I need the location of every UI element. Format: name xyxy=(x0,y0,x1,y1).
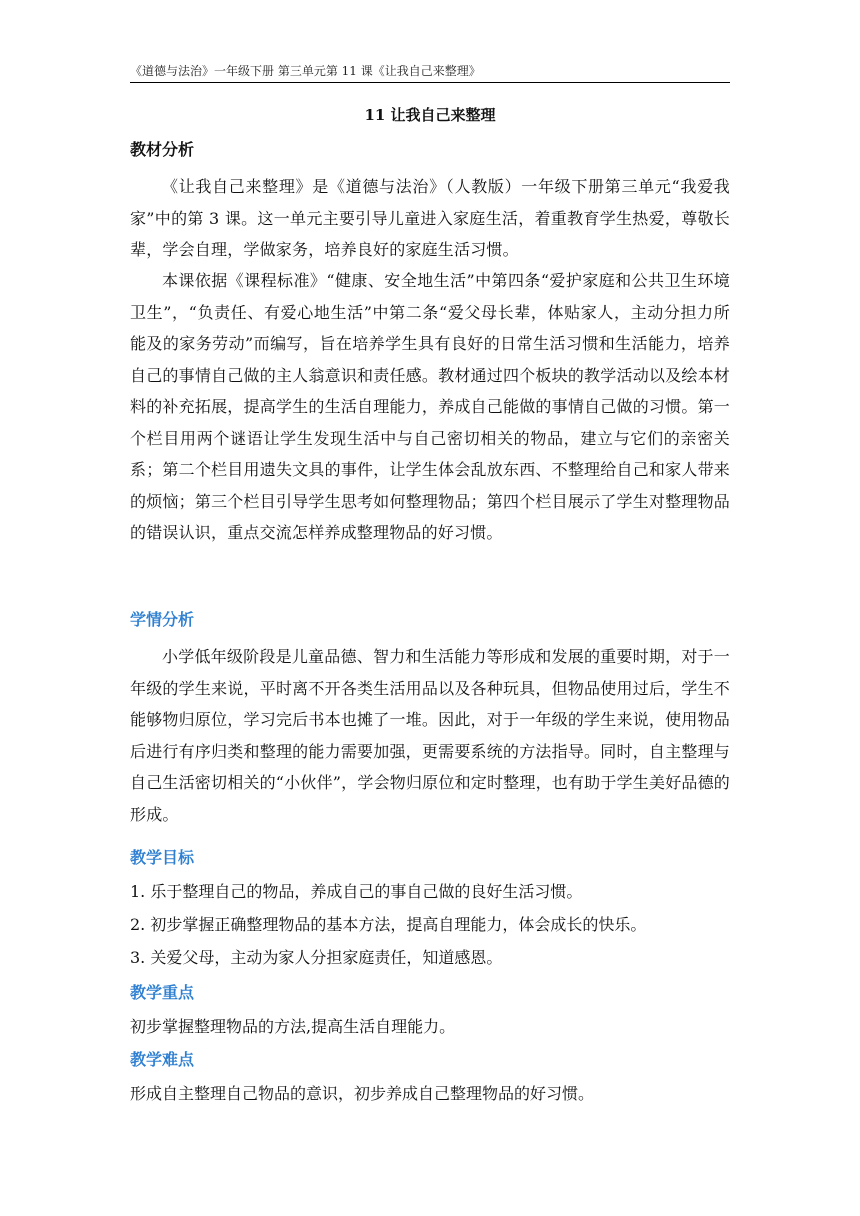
paragraph-analysis-2: 本课依据《课程标准》“健康、安全地生活”中第四条“爱护家庭和公共卫生环境卫生”，“负责任、有爱心地生活”中第二条“爱父母长辈，体贴家人，主动分担力所能及的家务劳动”而编写，旨在培养学生具有良好的日常生活习惯和生活能力，培养自己的事情自己做的主人翁意识和责任感。教材通过四个板块的教学活动以及绘本材料的补充拓展，提高学生的生活自理能力，养成自己能做的事情自己做的习惯。第一个栏目用两个谜语让学生发现生活中与自己密切相关的物品，建立与它们的亲密关系；第二个栏目用遗失文具的事件，让学生体会乱放东西、不整理给自己和家人带来的烦恼；第三个栏目引导学生思考如何整理物品；第四个栏目展示了学生对整理物品的错误认识，重点交流怎样养成整理物品的好习惯。 xyxy=(130,271,730,542)
document-title: 11 让我自己来整理 xyxy=(364,106,496,124)
paragraph-learner-analysis: 小学低年级阶段是儿童品德、智力和生活能力等形成和发展的重要时期，对于一年级的学生来说，平时离不开各类生活用品以及各种玩具，但物品使用过后，学生不能够物归原位，学习完后书本也摊了一堆。因此，对于一年级的学生来说，使用物品后进行有序归类和整理的能力需要加强，更需要系统的方法指导。同时，自主整理与自己生活密切相关的“小伙伴”，学会物归原位和定时整理，也有助于学生美好品德的形成。 xyxy=(130,647,730,824)
heading-teaching-key: 教学重点 xyxy=(130,983,195,1002)
heading-textbook-analysis: 教材分析 xyxy=(130,140,195,159)
teaching-key-text: 初步掌握整理物品的方法,提高生活自理能力。 xyxy=(130,1017,456,1036)
goal-item-3: 3. 关爱父母，主动为家人分担家庭责任，知道感恩。 xyxy=(130,948,503,967)
page-header: 《道德与法治》一年级下册 第三单元第 11 课《让我自己来整理》 xyxy=(130,60,730,83)
paragraph-analysis-1: 《让我自己来整理》是《道德与法治》（人教版）一年级下册第三单元“我爱我家”中的第 3 课。这一单元主要引导儿童进入家庭生活，着重教育学生热爱，尊敬长辈，学会自理，学做家务，培养良好的家庭生活习惯。 xyxy=(130,177,730,259)
heading-learner-analysis: 学情分析 xyxy=(130,610,195,629)
goal-item-2: 2. 初步掌握正确整理物品的基本方法，提高自理能力，体会成长的快乐。 xyxy=(130,915,647,934)
goal-item-1: 1. 乐于整理自己的物品，养成自己的事自己做的良好生活习惯。 xyxy=(130,882,583,901)
teaching-difficulty-text: 形成自主整理自己物品的意识，初步养成自己整理物品的好习惯。 xyxy=(130,1084,595,1103)
heading-teaching-goals: 教学目标 xyxy=(130,848,195,867)
heading-teaching-difficulty: 教学难点 xyxy=(130,1050,195,1069)
